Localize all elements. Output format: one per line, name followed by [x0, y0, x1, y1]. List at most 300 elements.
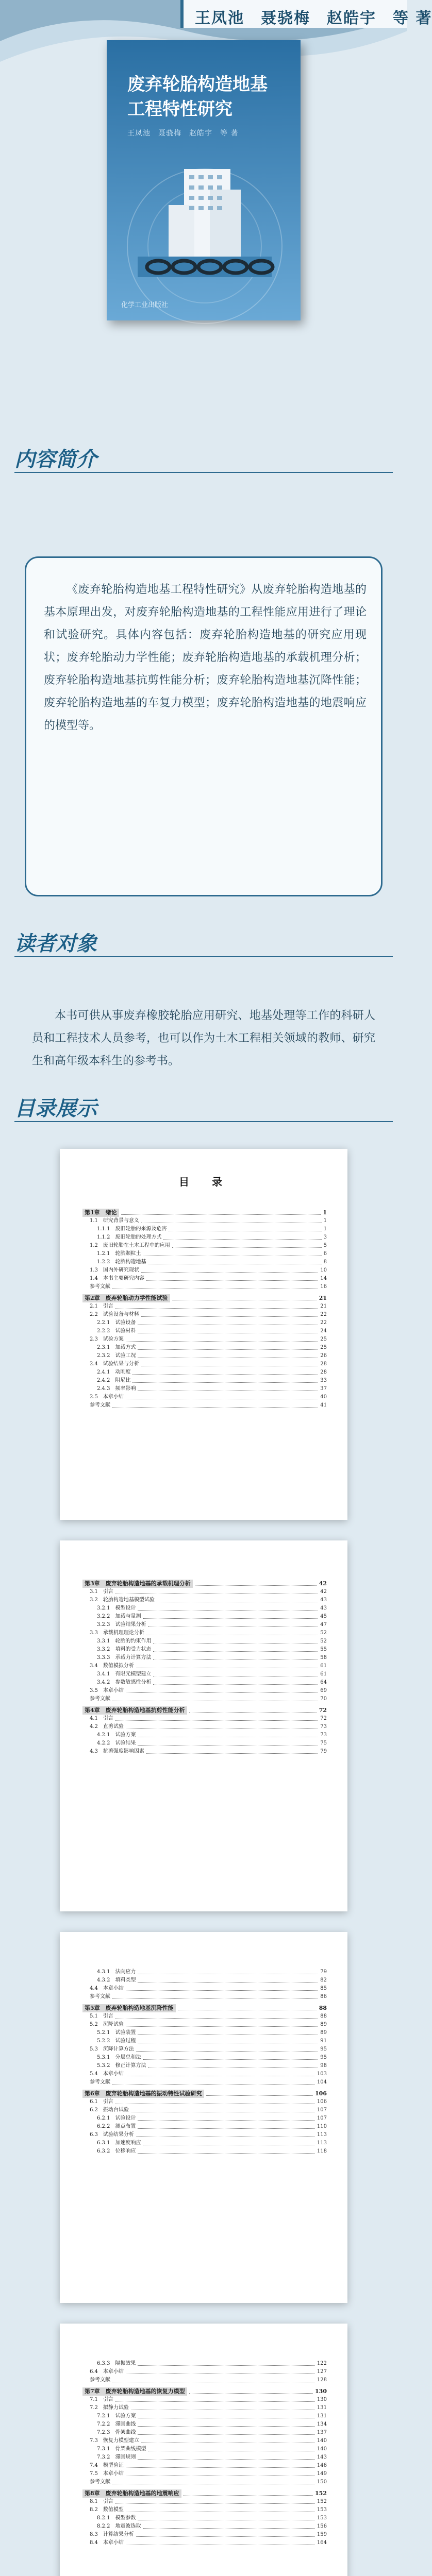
toc-page-number: 104: [317, 2079, 327, 2085]
toc-leader-dots: [141, 1316, 318, 1317]
toc-page-number: 25: [320, 1336, 327, 1342]
toc-entry-row: [82, 2376, 327, 2384]
toc-page-number: 88: [320, 2013, 327, 2019]
toc-leader-dots: [141, 1272, 318, 1273]
toc-page-number: 72: [320, 1716, 327, 1721]
toc-leader-dots: [153, 1659, 318, 1660]
toc-leader-dots: [115, 1308, 318, 1309]
toc-entry-row: [82, 2021, 327, 2029]
toc-leader-dots: [143, 2059, 318, 2060]
toc-entry-row: [82, 2445, 327, 2453]
toc-leader-dots: [146, 1753, 318, 1754]
toc-entry-label: 4.4 本章小结: [90, 1986, 124, 1991]
toc-leader-dots: [189, 2393, 313, 2394]
toc-entry-row: [82, 1637, 327, 1646]
toc-entry-row: [82, 1723, 327, 1731]
toc-entry-row: [82, 2131, 327, 2139]
toc-entry-row: [82, 2412, 327, 2420]
toc-page-number: 1: [323, 1226, 327, 1232]
toc-entry-label: 4.3.2 填料类型: [97, 1977, 136, 1983]
toc-page-number: 21: [319, 1295, 327, 1301]
toc-page-number: 128: [317, 2377, 327, 2383]
toc-entry-label: 5.4 本章小结: [90, 2071, 124, 2077]
intro-heading: 内容简介: [14, 447, 97, 471]
toc-entry-row: [82, 1968, 327, 1976]
toc-entry-label: 7.2.1 试验方案: [97, 2413, 136, 2419]
toc-page-number: 3: [323, 1234, 327, 1240]
toc-entry-label: 1.1.2 废旧轮胎的处理方式: [97, 1234, 162, 1240]
toc-page-number: 106: [315, 2090, 327, 2097]
toc-entry-row: [82, 1731, 327, 1739]
toc-entry-row: [82, 2498, 327, 2506]
toc-entry-row: [82, 1327, 327, 1335]
toc-page: [60, 1540, 347, 1911]
toc-entry-row: [82, 1360, 327, 1368]
cover-publisher: 化学工业出版社: [121, 301, 169, 309]
toc-leader-dots: [138, 2459, 314, 2460]
toc-entry-label: 1.2.1 轮胎颗粒土: [97, 1251, 141, 1257]
toc-page-number: 131: [317, 2405, 327, 2411]
toc-page-number: 14: [320, 1276, 327, 1281]
toc-page-number: 127: [317, 2369, 327, 2375]
toc-entry-label: 2.4.2 阻尼比: [97, 1378, 131, 1383]
toc-entry-row: [82, 2396, 327, 2404]
toc-entry-label: 8.2.1 模型参数: [97, 2515, 136, 2521]
toc-entry-row: [82, 2070, 327, 2078]
toc-entry-label: 4.2.2 试验结果: [97, 1740, 136, 1746]
toc-page-number: 61: [320, 1671, 327, 1677]
toc-entry-label: 3.3 承载机理理论分析: [90, 1630, 144, 1636]
cover-subtitle: 王凤池 聂骁梅 赵皓宇 等 著: [127, 129, 239, 138]
toc-entry-row: [82, 2470, 327, 2478]
toc-heading: 目录展示: [14, 1096, 97, 1121]
toc-page-number: 22: [320, 1312, 327, 1317]
toc-entry-label: 第2章 废弃轮胎动力学性能试验: [82, 1294, 170, 1302]
toc-entry-label: 2.3.1 加载方式: [97, 1345, 136, 1350]
intro-box: [25, 556, 383, 896]
toc-entry-row: [82, 1715, 327, 1723]
toc-entry-row: [82, 1302, 327, 1311]
toc-entry-label: 1.1 研究背景与意义: [90, 1218, 139, 1224]
toc-entry-label: 2.4 试验结果与分析: [90, 1361, 139, 1367]
toc-entry-label: 8.2 数值模型: [90, 2507, 124, 2513]
toc-chapter-row: [82, 2387, 327, 2396]
toc-leader-dots: [126, 2026, 318, 2027]
toc-entry-label: 3.4 数值模拟分析: [90, 1663, 134, 1669]
toc-entry-label: 4.2 直剪试验: [90, 1724, 124, 1730]
toc-entry-label: 第5章 废弃轮胎构造地基沉降性能: [82, 2004, 176, 2012]
toc-entry-row: [82, 2054, 327, 2062]
toc-page-number: 82: [320, 1977, 327, 1983]
toc-page-number: 98: [320, 2063, 327, 2069]
toc-page-number: 6: [323, 1251, 327, 1257]
toc-leader-dots: [153, 1651, 318, 1652]
toc-page-number: 28: [320, 1361, 327, 1367]
toc-page-number: 42: [320, 1589, 327, 1595]
toc-page-number: 140: [317, 2438, 327, 2444]
toc-leader-dots: [138, 1349, 318, 1350]
toc-entry-label: 参考文献: [90, 2377, 110, 2383]
toc-entry-row: [82, 2037, 327, 2045]
toc-entry-label: 6.1 引言: [90, 2099, 113, 2105]
toc-page-number: 118: [317, 2148, 327, 2154]
toc-leader-dots: [138, 2120, 314, 2121]
toc-entry-row: [82, 1646, 327, 1654]
toc-entry-label: 7.4 模型验证: [90, 2463, 124, 2468]
toc-leader-dots: [136, 2051, 318, 2052]
toc-entry-label: 8.2.2 地震波选取: [97, 2523, 141, 2529]
toc-entry-row: [82, 1250, 327, 1258]
toc-leader-dots: [138, 2434, 314, 2435]
toc-entry-row: [82, 1596, 327, 1604]
toc-leader-dots: [112, 1407, 318, 1408]
toc-page-number: 122: [317, 2361, 327, 2366]
toc-entry-row: [82, 1588, 327, 1596]
reader-divider: [14, 956, 393, 957]
toc-entry-row: [82, 1695, 327, 1703]
toc-page-number: 72: [319, 1707, 327, 1714]
toc-entry-row: [82, 1748, 327, 1756]
toc-entry-row: [82, 2429, 327, 2437]
toc-entry-row: [82, 2360, 327, 2368]
toc-entry-label: 参考文献: [90, 1402, 110, 1408]
toc-entry-label: 6.2.2 测点布置: [97, 2124, 136, 2129]
toc-page-number: 47: [320, 1622, 327, 1628]
toc-page-number: 89: [320, 2030, 327, 2036]
toc-page: [60, 2324, 347, 2576]
toc-entry-label: 参考文献: [90, 1284, 110, 1290]
toc-entry-label: 3.3.1 轮胎的约束作用: [97, 1638, 152, 1644]
toc-entry-label: 第6章 废弃轮胎构造地基的振动特性试验研究: [82, 2090, 204, 2098]
toc-entry-label: 5.3 沉降计算方法: [90, 2046, 134, 2052]
intro-divider: [14, 472, 393, 473]
toc-page-number: 131: [317, 2413, 327, 2419]
toc-entry-row: [82, 1985, 327, 1993]
toc-entry-label: 2.2.2 试验材料: [97, 1328, 136, 1334]
toc-entry-row: [82, 1613, 327, 1621]
toc-entry-row: [82, 1739, 327, 1748]
toc-entry-label: 第7章 废弃轮胎构造地基的恢复力模型: [82, 2387, 187, 2396]
toc-page-number: 1: [323, 1209, 327, 1216]
author-bar: [180, 0, 432, 28]
toc-entry-label: 2.4.3 频率影响: [97, 1386, 136, 1392]
toc-entry-label: 2.4.1 动刚度: [97, 1369, 131, 1375]
toc-entry-row: [82, 2531, 327, 2539]
toc-page-number: 42: [319, 1580, 327, 1587]
toc-leader-dots: [195, 1585, 317, 1586]
toc-entry-row: [82, 2404, 327, 2412]
toc-entry-row: [82, 2123, 327, 2131]
toc-page-number: 153: [317, 2515, 327, 2521]
toc-leader-dots: [138, 2426, 314, 2427]
toc-page-number: 130: [315, 2388, 327, 2395]
toc-entry-label: 2.3.2 试验工况: [97, 1353, 136, 1359]
toc-page-number: 113: [317, 2140, 327, 2146]
toc-entry-row: [82, 1344, 327, 1352]
toc-entry-row: [82, 1679, 327, 1687]
toc-leader-dots: [148, 2067, 318, 2068]
toc-leader-dots: [172, 1247, 322, 1248]
toc-entry-label: 1.4 本书主要研究内容: [90, 1276, 144, 1281]
toc-leader-dots: [126, 1341, 318, 1342]
toc-page-number: 153: [317, 2507, 327, 2513]
toc-entry-label: 1.1.1 废旧轮胎的来源及危害: [97, 1226, 167, 1232]
toc-entry-label: 6.2.1 试验设计: [97, 2115, 136, 2121]
toc-entry-label: 2.3 试验方案: [90, 1336, 124, 1342]
toc-entry-row: [82, 2420, 327, 2429]
reader-heading: 读者对象: [14, 931, 97, 956]
toc-page-number: 55: [320, 1647, 327, 1652]
toc-page-number: 40: [320, 1394, 327, 1400]
toc-leader-dots: [126, 2467, 315, 2468]
toc-leader-dots: [126, 1728, 318, 1729]
toc-entry-label: 4.1 引言: [90, 1716, 113, 1721]
toc-entry-label: 3.3.2 填料的受力状态: [97, 1647, 152, 1652]
toc-leader-dots: [121, 1214, 321, 1215]
toc-entry-row: [82, 1670, 327, 1679]
cover-title: 废弃轮胎构造地基工程特性研究: [127, 74, 268, 120]
toc-entry-row: [82, 2078, 327, 2087]
toc-entry-label: 5.3.2 修正计算方法: [97, 2063, 146, 2069]
toc-entry-row: [82, 1368, 327, 1377]
toc-entry-row: [82, 2462, 327, 2470]
toc-page-number: 143: [317, 2454, 327, 2460]
toc-page-number: 86: [320, 1994, 327, 1999]
toc-leader-dots: [115, 2503, 315, 2504]
toc-entry-label: 第1章 绪论: [82, 1209, 119, 1217]
toc-entry-row: [82, 2514, 327, 2522]
toc-page-number: 43: [320, 1597, 327, 1603]
toc-entry-row: [82, 1393, 327, 1401]
toc-list: [82, 1577, 327, 1756]
toc-entry-row: [82, 1258, 327, 1266]
toc-entry-row: [82, 1225, 327, 1233]
toc-entry-label: 3.2.2 加载与量测: [97, 1614, 141, 1619]
toc-page-number: 146: [317, 2463, 327, 2468]
toc-entry-row: [82, 1352, 327, 1360]
toc-entry-label: 5.2.1 试验装置: [97, 2030, 136, 2036]
toc-entry-row: [82, 2368, 327, 2376]
toc-entry-label: 5.2.2 试验过程: [97, 2038, 136, 2044]
toc-leader-dots: [115, 1720, 318, 1721]
toc-entry-label: 4.3.1 法向应力: [97, 1969, 136, 1975]
toc-chapter-row: [82, 2004, 327, 2012]
toc-page-number: 43: [320, 1605, 327, 1611]
toc-entry-label: 6.3.2 位移响应: [97, 2148, 136, 2154]
toc-page-number: 28: [320, 1369, 327, 1375]
toc-entry-row: [82, 1654, 327, 1662]
toc-page-number: 79: [320, 1969, 327, 1975]
toc-entry-label: 7.2.2 滞回曲线: [97, 2421, 136, 2427]
toc-page-number: 26: [320, 1353, 327, 1359]
toc-entry-row: [82, 2522, 327, 2531]
toc-page-number: 107: [317, 2115, 327, 2121]
toc-page-number: 41: [320, 1402, 327, 1408]
toc-entry-row: [82, 2453, 327, 2462]
toc-page-number: 149: [317, 2471, 327, 2477]
toc-entry-label: 第8章 废弃轮胎构造地基的地震响应: [82, 2489, 181, 2498]
toc-leader-dots: [136, 2536, 315, 2537]
toc-entry-label: 3.3.3 承载力计算方法: [97, 1655, 152, 1660]
toc-entry-label: 3.4.1 有限元模型建立: [97, 1671, 152, 1677]
toc-entry-label: 5.3.1 分层总和法: [97, 2055, 141, 2060]
toc-entry-label: 参考文献: [90, 2079, 110, 2085]
toc-page-number: 33: [320, 1378, 327, 1383]
toc-entry-label: 1.2.2 轮胎构造地基: [97, 1259, 146, 1265]
book-cover: [107, 40, 301, 320]
toc-page-number: 85: [320, 1986, 327, 1991]
toc-page-number: 91: [320, 2038, 327, 2044]
toc-entry-row: [82, 2012, 327, 2021]
toc-page-number: 130: [317, 2397, 327, 2402]
toc-entry-row: [82, 1266, 327, 1275]
toc-entry-label: 5.2 沉降试验: [90, 2022, 124, 2027]
toc-chapter-row: [82, 1706, 327, 1715]
toc-entry-row: [82, 1283, 327, 1291]
toc-leader-dots: [132, 1382, 318, 1383]
toc-entry-row: [82, 1401, 327, 1410]
toc-page-number: 152: [315, 2490, 327, 2497]
toc-chapter-row: [82, 1209, 327, 1217]
toc-page-number: 21: [320, 1303, 327, 1309]
toc-page-number: 164: [317, 2540, 327, 2546]
toc-page-number: 159: [317, 2532, 327, 2537]
toc-entry-label: 4.2.1 试验方案: [97, 1732, 136, 1738]
toc-entry-label: 参考文献: [90, 1994, 110, 1999]
intro-text: 《废弃轮胎构造地基工程特性研究》从废弃轮胎构造地基的基本原理出发，对废弃轮胎构造地基的工程性能应用进行了理论和试验研究。具体内容包括：废弃轮胎构造地基的研究应用现状；废弃轮胎动力学性能；废弃轮胎构造地基的承载机理分析；废弃轮胎构造地基抗剪性能分析；废弃轮胎构造地基沉降性能；废弃轮胎构造地基的车复力模型；废弃轮胎构造地基的地震响应的模型等。: [44, 583, 367, 732]
toc-entry-label: 7.2 拟静力试验: [90, 2405, 129, 2411]
toc-leader-dots: [206, 2095, 313, 2096]
toc-leader-dots: [115, 2401, 315, 2402]
toc-entry-label: 3.2 轮胎构造地基模型试验: [90, 1597, 155, 1603]
toc-entry-row: [82, 2139, 327, 2147]
toc-leader-dots: [138, 1610, 318, 1611]
toc-entry-label: 参考文献: [90, 1696, 110, 1702]
toc-entry-label: 3.2.1 模型设计: [97, 1605, 136, 1611]
toc-entry-row: [82, 2106, 327, 2114]
toc-page-number: 134: [317, 2421, 327, 2427]
toc-entry-row: [82, 2098, 327, 2106]
toc-entry-row: [82, 2029, 327, 2037]
toc-page-number: 70: [320, 1696, 327, 1702]
toc-entry-label: 3.4.2 参数敏感性分析: [97, 1680, 152, 1685]
toc-chapter-row: [82, 1294, 327, 1302]
toc-list: [82, 2360, 327, 2547]
toc-list: [82, 1206, 327, 1410]
toc-page-number: 75: [320, 1740, 327, 1746]
toc-entry-label: 1.3 国内外研究现状: [90, 1267, 139, 1273]
toc-page-number: 25: [320, 1345, 327, 1350]
toc-entry-label: 8.4 本章小结: [90, 2540, 124, 2546]
toc-leader-dots: [153, 1684, 318, 1685]
toc-leader-dots: [138, 2153, 314, 2154]
toc-entry-row: [82, 2114, 327, 2123]
toc-entry-label: 7.3.1 骨架曲线模型: [97, 2446, 146, 2452]
toc-entry-label: 2.5 本章小结: [90, 1394, 124, 1400]
toc-page-number: 69: [320, 1688, 327, 1693]
toc-page-number: 79: [320, 1749, 327, 1754]
toc-entry-label: 2.2 试验设备与材料: [90, 1312, 139, 1317]
toc-entry-label: 2.2.1 试验设备: [97, 1320, 136, 1326]
toc-leader-dots: [138, 2365, 314, 2366]
toc-entry-label: 6.3.3 隔振效果: [97, 2361, 136, 2366]
toc-entry-label: 7.3 恢复力模型建立: [90, 2438, 139, 2444]
toc-entry-label: 2.1 引言: [90, 1303, 113, 1309]
toc-entry-label: 5.1 引言: [90, 2013, 113, 2019]
toc-entry-label: 8.1 引言: [90, 2499, 113, 2504]
toc-page-number: 152: [317, 2499, 327, 2504]
toc-page-number: 110: [317, 2124, 327, 2129]
toc-entry-row: [82, 1233, 327, 1242]
toc-page: [60, 1149, 347, 1520]
toc-entry-row: [82, 1319, 327, 1327]
toc-divider: [14, 1121, 393, 1122]
toc-page-number: 58: [320, 1655, 327, 1660]
toc-entry-label: 7.1 引言: [90, 2397, 113, 2402]
toc-leader-dots: [126, 1692, 318, 1693]
toc-entry-row: [82, 1377, 327, 1385]
toc-entry-row: [82, 1311, 327, 1319]
toc-page-title: 目 录: [179, 1176, 228, 1188]
toc-chapter-row: [82, 2090, 327, 2098]
toc-leader-dots: [143, 1618, 318, 1619]
toc-page-number: 88: [319, 2005, 327, 2011]
toc-entry-label: 7.3.2 滞回规则: [97, 2454, 136, 2460]
toc-page-number: 1: [323, 1218, 327, 1224]
toc-leader-dots: [163, 1239, 321, 1240]
toc-leader-dots: [115, 2018, 318, 2019]
toc-entry-label: 7.2.3 骨架曲线: [97, 2430, 136, 2435]
toc-page-number: 95: [320, 2055, 327, 2060]
toc-entry-row: [82, 2539, 327, 2547]
toc-leader-dots: [126, 1990, 318, 1991]
toc-entry-label: 3.5 本章小结: [90, 1688, 124, 1693]
toc-entry-label: 3.1 引言: [90, 1589, 113, 1595]
toc-entry-label: 6.2 振动台试验: [90, 2107, 129, 2113]
toc-page-number: 45: [320, 1614, 327, 1619]
toc-leader-dots: [189, 1712, 317, 1713]
toc-page-number: 103: [317, 2071, 327, 2077]
toc-page-number: 64: [320, 1680, 327, 1685]
toc-page-number: 61: [320, 1663, 327, 1669]
toc-page-number: 73: [320, 1724, 327, 1730]
toc-entry-row: [82, 1993, 327, 2001]
toc-page-number: 24: [320, 1328, 327, 1334]
toc-entry-label: 第3章 废弃轮胎构造地基的承载机理分析: [82, 1580, 193, 1588]
toc-page-number: 5: [323, 1243, 327, 1248]
toc-page-number: 156: [317, 2523, 327, 2529]
toc-page-number: 37: [320, 1386, 327, 1392]
toc-entry-label: 第4章 废弃轮胎构造地基抗剪性能分析: [82, 1706, 187, 1715]
reader-text: 本书可供从事废弃橡胶轮胎应用研究、地基处理等工作的科研人员和工程技术人员参考，也可以作为土木工程相关领域的教师、研究生和高年级本科生的参考书。: [32, 1009, 375, 1067]
toc-entry-row: [82, 1662, 327, 1670]
toc-entry-label: 3.2.3 试验结果分析: [97, 1622, 146, 1628]
toc-entry-row: [82, 1242, 327, 1250]
toc-entry-row: [82, 1629, 327, 1637]
toc-leader-dots: [143, 2528, 314, 2529]
toc-chapter-row: [82, 2489, 327, 2498]
toc-page-number: 16: [320, 1284, 327, 1290]
toc-page-number: 137: [317, 2430, 327, 2435]
toc-page-number: 52: [320, 1630, 327, 1636]
toc-page-number: 150: [317, 2479, 327, 2485]
toc-page-number: 113: [317, 2132, 327, 2138]
toc-entry-label: 6.3.1 加速度响应: [97, 2140, 141, 2146]
toc-entry-row: [82, 1621, 327, 1629]
toc-entry-row: [82, 2478, 327, 2486]
toc-page-number: 95: [320, 2046, 327, 2052]
toc-page-number: 73: [320, 1732, 327, 1738]
